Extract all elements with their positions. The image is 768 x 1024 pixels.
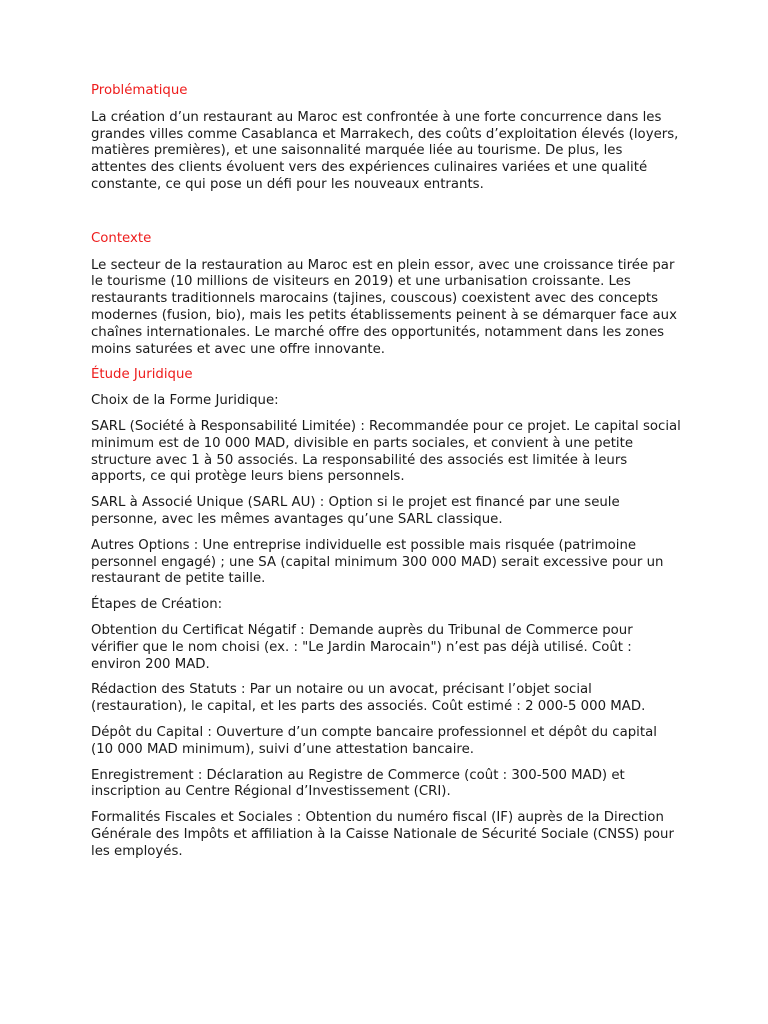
heading-etude-juridique: Étude Juridique xyxy=(91,367,193,383)
paragraph-enregistrement: Enregistrement : Déclaration au Registre de Commerce (coût : 300-500 MAD) et inscription au Centre Régional d’Investissement (CRI). xyxy=(91,767,625,800)
subheading-forme-juridique: Choix de la Forme Juridique: xyxy=(91,393,279,409)
paragraph-formalites: Formalités Fiscales et Sociales : Obtention du numéro fiscal (IF) auprès de la Direction Générale des Impôts et affiliation à la Caisse Nationale de Sécurité Sociale (CNSS) pour les employés. xyxy=(91,810,674,859)
subheading-etapes-creation: Étapes de Création: xyxy=(91,597,223,613)
paragraph-redaction-statuts: Rédaction des Statuts : Par un notaire ou un avocat, précisant l’objet social (restauration), le capital, et les parts des associés. Coût estimé : 2 000-5 000 MAD. xyxy=(91,682,646,715)
heading-problematique: Problématique xyxy=(91,83,188,98)
paragraph-sarl-au: SARL à Associé Unique (SARL AU) : Option si le projet est financé par une seule personne, avec les mêmes avantages qu’une SARL classique. xyxy=(91,495,620,527)
heading-contexte: Contexte xyxy=(91,230,152,246)
paragraph-problematique: La création d’un restaurant au Maroc est confrontée à une forte concurrence dans les grandes villes comme Casablanca et Marrakech, des coûts d’exploitation élevés (loyers, matières premières), et une saisonnalité marquée liée au tourisme. De plus, les attentes des clients évoluent vers des expériences culinaires variées et une qualité constante, ce qui pose un défi pour les nouveaux entrants. xyxy=(91,109,679,192)
document-body xyxy=(91,83,681,860)
paragraph-contexte: Le secteur de la restauration au Maroc est en plein essor, avec une croissance tirée par le tourisme (10 millions de visiteurs en 2019) et une urbanisation croissante. Les restaurants traditionnels marocains (tajines, couscous) coexistent avec des concepts modernes (fusion, bio), mais les petits établissements peinent à se démarquer face aux chaînes internationales. Le marché offre des opportunités, notamment dans les zones moins saturées et avec une offre innovante. xyxy=(91,257,677,357)
paragraph-certificat-negatif: Obtention du Certificat Négatif : Demande auprès du Tribunal de Commerce pour vérifier que le nom choisi (ex. : "Le Jardin Marocain") n’est pas déjà utilisé. Coût : environ 200 MAD. xyxy=(91,622,633,672)
paragraph-sarl: SARL (Société à Responsabilité Limitée) : Recommandée pour ce projet. Le capital social minimum est de 10 000 MAD, divisible en parts sociales, et convient à une petite structure avec 1 à 50 associés. La responsabilité des associés est limitée à leurs apports, ce qui protège leurs biens personnels. xyxy=(91,418,681,485)
paragraph-autres-options: Autres Options : Une entreprise individuelle est possible mais risquée (patrimoine personnel engagé) ; une SA (capital minimum 300 000 MAD) serait excessive pour un restaurant de petite taille. xyxy=(91,537,664,587)
paragraph-depot-capital: Dépôt du Capital : Ouverture d’un compte bancaire professionnel et dépôt du capital (10 000 MAD minimum), suivi d’une attestation bancaire. xyxy=(91,724,657,757)
